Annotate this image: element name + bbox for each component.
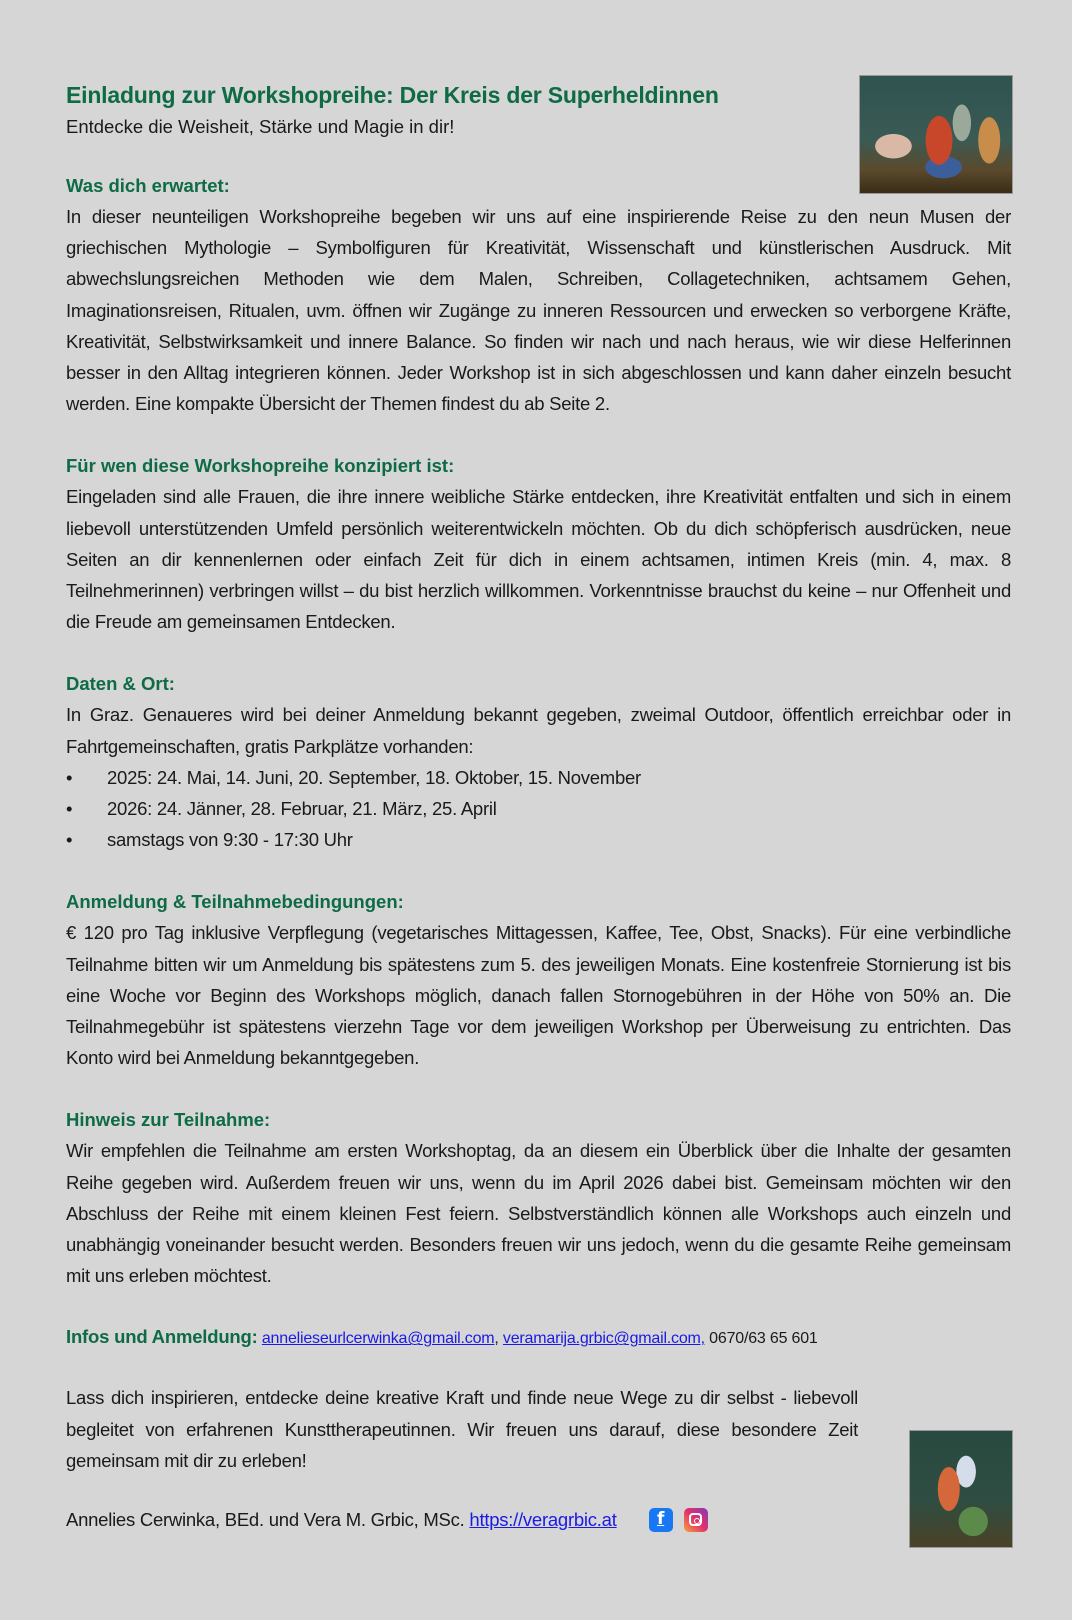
contact-label: Infos und Anmeldung: (66, 1326, 258, 1348)
contact-phone: 0670/63 65 601 (704, 1330, 818, 1348)
document-page (66, 78, 1011, 1535)
bullet-icon: • (66, 829, 73, 851)
bullet-icon: • (66, 766, 73, 788)
contact-line (66, 1322, 1011, 1354)
section-heading: Daten & Ort: (66, 673, 175, 695)
email-link-annelies[interactable]: annelieseurlcerwinka@gmail.com (261, 1330, 495, 1348)
social-icons (649, 1508, 708, 1532)
dates-list (66, 762, 1011, 856)
section-heading: Anmeldung & Teilnahmebedingungen: (66, 891, 404, 913)
signature-line (66, 1504, 1011, 1535)
document-title: Einladung zur Workshopreihe: Der Kreis der Superheldinnen (66, 82, 719, 108)
closing-text: Lass dich inspirieren, entdecke deine kreative Kraft und finde neue Wege zu dir selbst - liebevoll begleitet von erfahrenen Kunsttherapeutinnen. Wir freuen uns darauf, diese besondere Zeit gemeinsam mit dir zu erleben! (66, 1387, 858, 1471)
facebook-icon[interactable] (649, 1508, 673, 1532)
date-item-text: 2025: 24. Mai, 14. Juni, 20. September, 18. Oktober, 15. November (107, 766, 641, 788)
facebook-glyph: f (657, 1509, 665, 1530)
section-text: In Graz. Genaueres wird bei deiner Anmeldung bekannt gegeben, zweimal Outdoor, öffentlich erreichbar oder in Fahrtgemeinschaften, gratis Parkplätze vorhanden: (66, 704, 1011, 757)
section-dates (66, 668, 1011, 855)
section-text: € 120 pro Tag inklusive Verpflegung (vegetarisches Mittagessen, Kaffee, Tee, Obst, Snacks). Für eine verbindliche Teilnahme bitten wir um Anmeldung bis spätestens zum 5. des jeweiligen Monats. Eine kostenfreie Stornierung ist bis eine Woche vor Beginn des Workshops möglich, danach fallen Stornogebühren in der Höhe von 50% an. Die Teilnahmegebühr ist spätestens vierzehn Tage vor dem jeweiligen Workshop per Überweisung zu entrichten. Das Konto wird bei Anmeldung bekanntgegeben. (66, 922, 1011, 1069)
list-item (66, 824, 1011, 855)
email-link-vera[interactable]: veramarija.grbic@gmail.com, (502, 1330, 705, 1348)
section-registration (66, 886, 1011, 1073)
section-note (66, 1104, 1011, 1291)
section-heading: Was dich erwartet: (66, 175, 230, 196)
website-link[interactable]: https://veragrbic.at (469, 1509, 617, 1531)
bullet-icon: • (66, 798, 73, 820)
section-text: Wir empfehlen die Teilnahme am ersten Workshoptag, da an diesem ein Überblick über die Inhalte der gesamten Reihe gegeben wird. Außerdem freuen wir uns, wenn du im April 2026 dabei bist. Gemeinsam möchten wir den Abschluss der Reihe mit einem kleinen Fest feiern. Selbstverständlich können alle Workshops auch einzeln und unabhängig voneinander besucht werden. Besonders freuen wir uns jedoch, wenn du die gesamte Reihe gemeinsam mit uns erleben möchtest. (66, 1140, 1011, 1287)
contact-separator: , (494, 1330, 503, 1348)
section-heading: Für wen diese Workshopreihe konzipiert ist: (66, 455, 455, 477)
signature-names: Annelies Cerwinka, BEd. und Vera M. Grbic, MSc. (66, 1509, 465, 1531)
section-expect (66, 170, 1011, 419)
instagram-glyph (689, 1513, 702, 1526)
section-text: In dieser neunteiligen Workshopreihe begeben wir uns auf eine inspirierende Reise zu den neun Musen der griechischen Mythologie – Symbolfiguren für Kreativität, Wissenschaft und künstlerischen Ausdruck. Mit abwechslungsreichen Methoden wie dem Malen, Schreiben, Collagetechniken, achtsamem Gehen, Imaginationsreisen, Ritualen, uvm. öffnen wir Zugänge zu inneren Ressourcen und erwecken so verborgene Kräfte, Kreativität, Selbstwirksamkeit und innere Balance. So finden wir nach und nach heraus, wie wir diese Helferinnen besser in den Alltag integrieren können. Jeder Workshop ist in sich abgeschlossen und kann daher einzeln besucht werden. Eine kompakte Übersicht der Themen findest du ab Seite 2. (66, 206, 1011, 415)
section-heading: Hinweis zur Teilnahme: (66, 1109, 271, 1131)
section-audience (66, 450, 1011, 637)
list-item (66, 793, 1011, 824)
list-item (66, 762, 1011, 793)
instagram-icon[interactable] (684, 1508, 708, 1532)
muses-painting-bottom (909, 1430, 1013, 1548)
date-item-text: samstags von 9:30 - 17:30 Uhr (107, 829, 353, 851)
document-subtitle: Entdecke die Weisheit, Stärke und Magie in dir! (66, 116, 455, 137)
section-text: Eingeladen sind alle Frauen, die ihre innere weibliche Stärke entdecken, ihre Kreativität entfalten und sich in einem liebevoll unterstützenden Umfeld persönlich weiterentwickeln möchten. Ob du dich schöpferisch ausdrücken, neue Seiten an dir kennenlernen oder einfach Zeit für dich in einem achtsamen, intimen Kreis (min. 4, max. 8 Teilnehmerinnen) verbringen willst – du bist herzlich willkommen. Vorkenntnisse brauchst du keine – nur Offenheit und die Freude am gemeinsamen Entdecken. (66, 486, 1011, 633)
date-item-text: 2026: 24. Jänner, 28. Februar, 21. März, 25. April (107, 798, 497, 820)
